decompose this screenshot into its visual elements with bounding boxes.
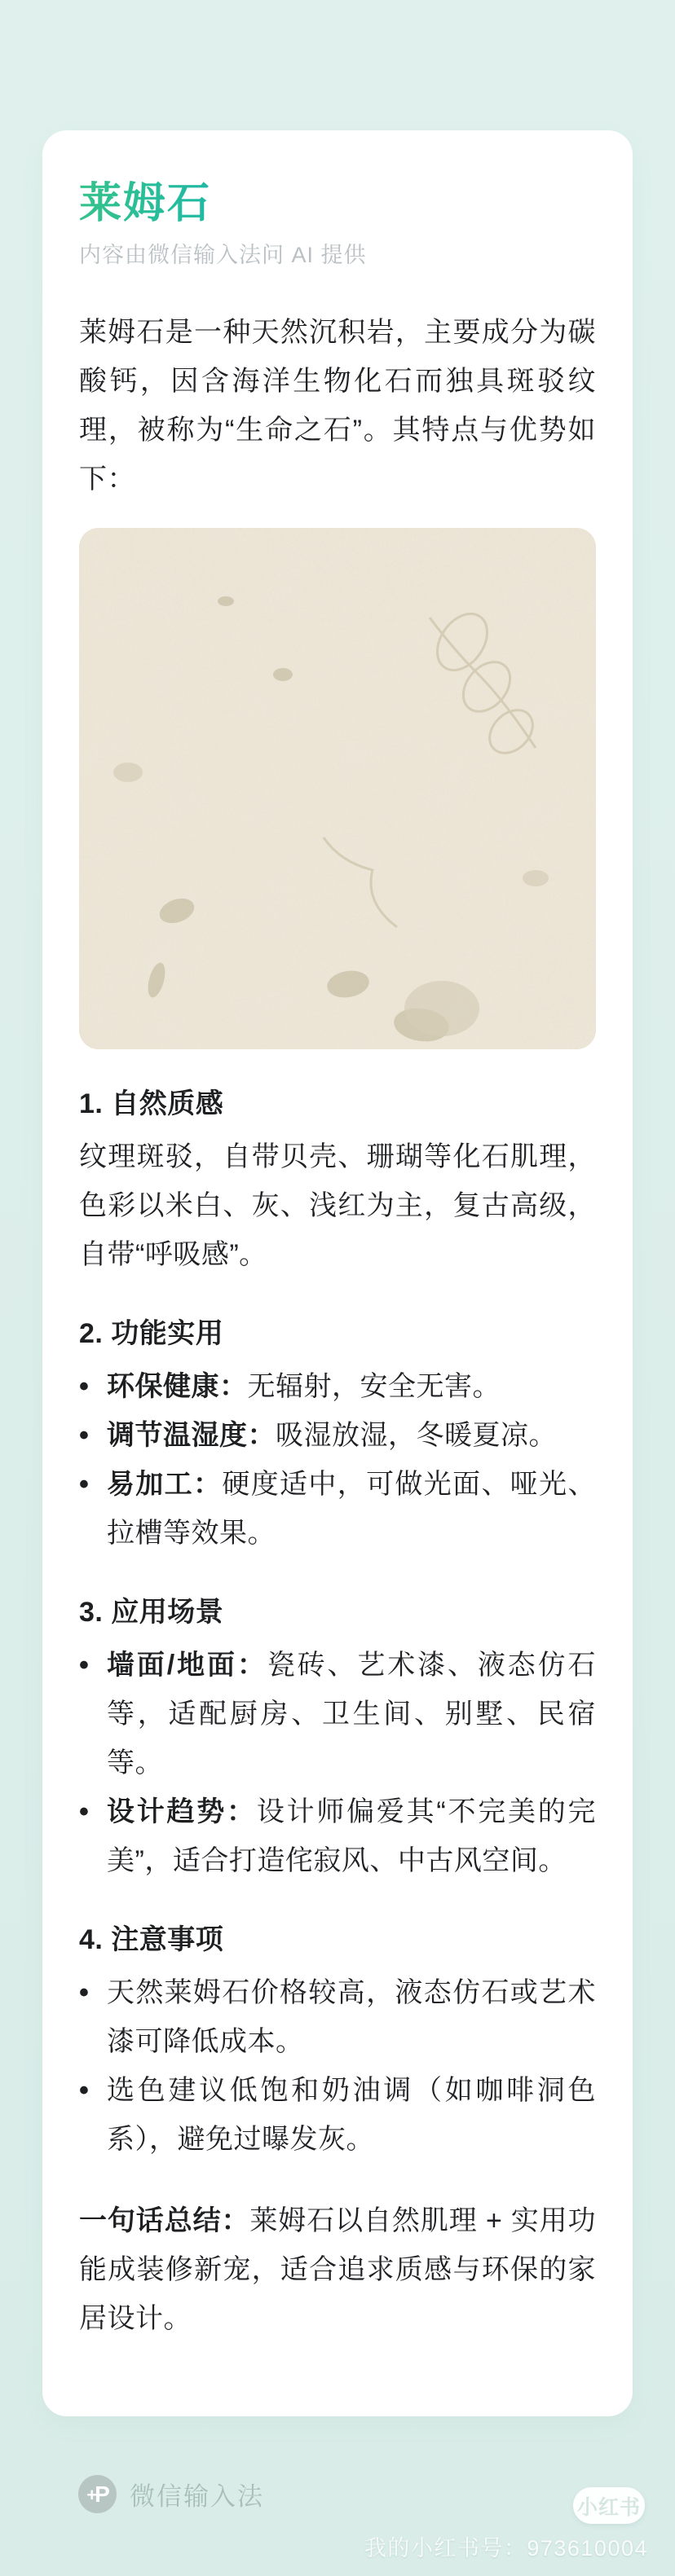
wechat-ime-logo-icon bbox=[78, 2475, 117, 2513]
limestone-photo bbox=[79, 528, 596, 1049]
intro-paragraph: 莱姆石是一种天然沉积岩，主要成分为碳酸钙，因含海洋生物化石而独具斑驳纹理，被称为“生命之石”。其特点与优势如下： bbox=[79, 317, 596, 495]
section-heading-2: 2. 功能实用 bbox=[79, 1318, 224, 1349]
list-item bbox=[79, 1641, 596, 1787]
section-heading-4: 4. 注意事项 bbox=[79, 1924, 224, 1955]
bullet-lead: 墙面/地面： bbox=[107, 1650, 267, 1681]
section-1-paragraph: 纹理斑驳，自带贝壳、珊瑚等化石肌理，色彩以米白、灰、浅红为主，复古高级，自带“呼吸感”。 bbox=[79, 1141, 596, 1270]
bullet-icon: • bbox=[79, 1796, 90, 1827]
logo-plus-glyph: + bbox=[86, 2484, 96, 2505]
section-heading-1: 1. 自然质感 bbox=[79, 1088, 224, 1119]
page-title: 莱姆石 bbox=[79, 180, 212, 227]
bullet-text: 无辐射，安全无害。 bbox=[247, 1371, 501, 1402]
bullet-lead: 易加工： bbox=[107, 1469, 223, 1500]
bullet-lead: 调节温湿度： bbox=[107, 1420, 276, 1451]
list-item bbox=[79, 1460, 596, 1558]
summary-lead: 一句话总结： bbox=[79, 2205, 250, 2236]
bullet-icon: • bbox=[79, 1977, 90, 2008]
list-item bbox=[79, 1362, 596, 1411]
list-item bbox=[79, 1968, 596, 2066]
list-item bbox=[79, 1787, 596, 1885]
wechat-ime-footer bbox=[78, 2475, 264, 2513]
section-heading-3: 3. 应用场景 bbox=[79, 1597, 224, 1628]
wechat-ime-brand-label: 微信输入法 bbox=[130, 2482, 264, 2511]
bullet-lead: 设计趋势： bbox=[107, 1796, 257, 1827]
list-item bbox=[79, 1411, 596, 1460]
summary-paragraph bbox=[79, 2196, 596, 2343]
bullet-text: 设计师偏爱其“不完美的完美”，适合打造侘寂风、中古风空间。 bbox=[107, 1796, 597, 1876]
list-item bbox=[79, 2066, 596, 2164]
bullet-icon: • bbox=[79, 1469, 90, 1500]
bullet-text: 选色建议低饱和奶油调（如咖啡洞色系），避免过曝发灰。 bbox=[107, 2075, 596, 2155]
summary-text: 莱姆石以自然肌理 + 实用功能成装修新宠，适合追求质感与环保的家居设计。 bbox=[79, 2205, 597, 2334]
bullet-text: 吸湿放湿，冬暖夏凉。 bbox=[276, 1420, 557, 1451]
bullet-lead: 环保健康： bbox=[107, 1371, 248, 1402]
ai-attribution-subtitle: 内容由微信输入法问 AI 提供 bbox=[79, 243, 367, 267]
bullet-text: 硬度适中，可做光面、哑光、拉槽等效果。 bbox=[107, 1469, 596, 1549]
ai-answer-card bbox=[42, 130, 633, 2416]
bullet-icon: • bbox=[79, 1650, 90, 1681]
bullet-icon: • bbox=[79, 1371, 90, 1402]
bullet-text: 天然莱姆石价格较高，液态仿石或艺术漆可降低成本。 bbox=[107, 1977, 596, 2057]
bullet-icon: • bbox=[79, 2075, 90, 2106]
xiaohongshu-badge: 小红书 bbox=[573, 2487, 645, 2524]
bullet-text: 瓷砖、艺术漆、液态仿石等，适配厨房、卫生间、别墅、民宿等。 bbox=[107, 1650, 596, 1778]
logo-letter-glyph: P bbox=[95, 2481, 108, 2507]
xiaohongshu-account-watermark: 我的小红书号：973610004 bbox=[364, 2536, 648, 2561]
bullet-icon: • bbox=[79, 1420, 90, 1451]
limestone-texture-graphic bbox=[79, 528, 596, 1049]
